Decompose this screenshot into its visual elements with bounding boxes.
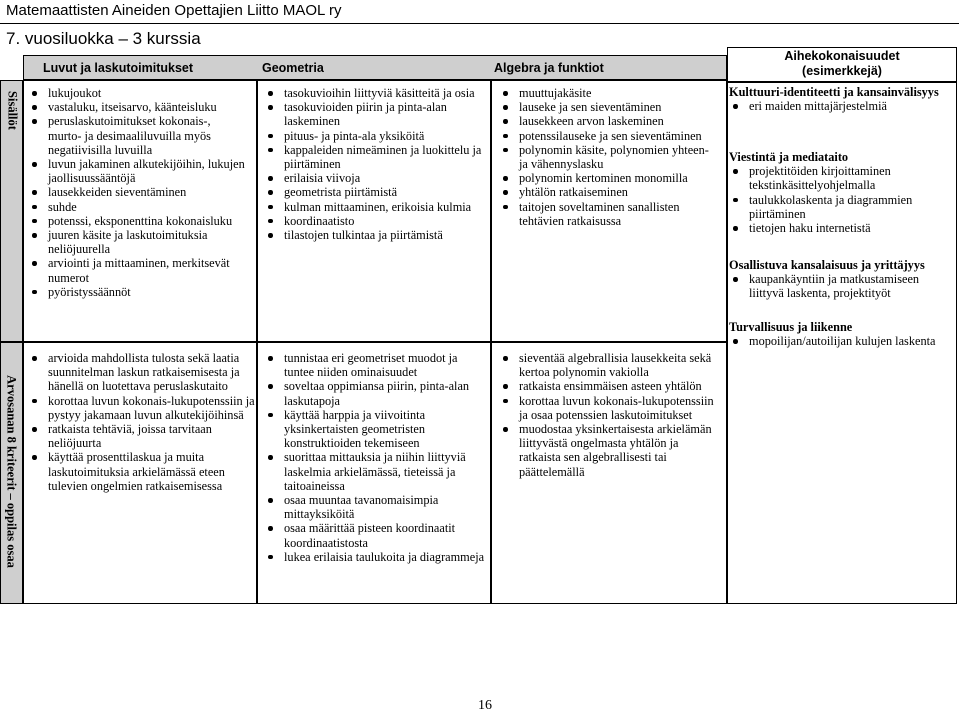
list-item: peruslaskutoimitukset kokonais-, murto- ja desimaaliluvuilla myös negatiivisilla luvuilla xyxy=(28,114,246,157)
list-item: osaa muuntaa tavanomaisimpia mittayksiköitä xyxy=(264,493,486,521)
header-algebra: Algebra ja funktiot xyxy=(494,60,604,75)
list-item: tilastojen tulkintaa ja piirtämistä xyxy=(264,228,482,242)
list-item: tasokuvioiden piirin ja pinta-alan laskeminen xyxy=(264,100,482,128)
list-item: muuttujakäsite xyxy=(499,86,719,100)
list-item: taulukkolaskenta ja diagrammien piirtäminen xyxy=(729,193,955,221)
list-item: muodostaa yksinkertaisesta arkielämän liittyvästä ongelmasta yhtälön ja ratkaista sen algebrallisesti tai päättelemällä xyxy=(499,422,721,479)
grade-title: 7. vuosiluokka – 3 kurssia xyxy=(6,29,201,48)
cross-heading: Kulttuuri-identiteetti ja kansainvälisyys xyxy=(729,85,939,99)
cross-section-culture xyxy=(729,85,955,113)
list-item: erilaisia viivoja xyxy=(264,171,482,185)
list-item: soveltaa oppimiansa piirin, pinta-alan laskutapoja xyxy=(264,379,486,407)
list-item: sieventää algebrallisia lausekkeita sekä kertoa polynomin vakiolla xyxy=(499,351,721,379)
cross-heading: Viestintä ja mediataito xyxy=(729,150,849,164)
contents-algebra-list xyxy=(499,86,719,228)
list-item: osaa määrittää pisteen koordinaatit koordinaatistosta xyxy=(264,521,486,549)
list-item: mopoilijan/autoilijan kulujen laskenta xyxy=(729,334,955,348)
list-item: tunnistaa eri geometriset muodot ja tuntee niiden ominaisuudet xyxy=(264,351,486,379)
list-item: lukujoukot xyxy=(28,86,246,100)
contents-numbers-list xyxy=(28,86,246,299)
list-item: kulman mittaaminen, erikoisia kulmia xyxy=(264,200,482,214)
cross-section-safety xyxy=(729,320,955,348)
list-item: lauseke ja sen sieventäminen xyxy=(499,100,719,114)
criteria-algebra-list xyxy=(499,351,721,479)
list-item: yhtälön ratkaiseminen xyxy=(499,185,719,199)
list-item: tietojen haku internetistä xyxy=(729,221,955,235)
list-item: potenssi, eksponenttina kokonaisluku xyxy=(28,214,246,228)
list-item: luvun jakaminen alkutekijöihin, lukujen jaollisuussääntöjä xyxy=(28,157,246,185)
list-item: koordinaatisto xyxy=(264,214,482,228)
list-item: geometrista piirtämistä xyxy=(264,185,482,199)
list-item: projektitöiden kirjoittaminen tekstinkäsittelyohjelmalla xyxy=(729,164,955,192)
list-item: lukea erilaisia taulukoita ja diagrammeja xyxy=(264,550,486,564)
contents-geometry-list xyxy=(264,86,482,242)
row-label-contents: Sisällöt xyxy=(5,91,20,130)
criteria-geometry-list xyxy=(264,351,486,564)
list-item: polynomin käsite, polynomien yhteen- ja vähennyslasku xyxy=(499,143,719,171)
row-label-criteria: Arvosanan 8 kriteerit – oppilas osaa xyxy=(4,375,19,568)
list-item: korottaa luvun kokonais-lukupotenssiin ja osaa potenssien laskutoimitukset xyxy=(499,394,721,422)
list-item: tasokuvioihin liittyviä käsitteitä ja osia xyxy=(264,86,482,100)
header-cross-line2: (esimerkkejä) xyxy=(802,64,882,78)
list-item: taitojen soveltaminen sanallisten tehtävien ratkaisussa xyxy=(499,200,719,228)
list-item: lausekkeiden sieventäminen xyxy=(28,185,246,199)
cross-list xyxy=(729,99,955,113)
list-item: kaupankäyntiin ja matkustamiseen liittyvä laskenta, projektityöt xyxy=(729,272,955,300)
list-item: suhde xyxy=(28,200,246,214)
list-item: korottaa luvun kokonais-lukupotenssiin ja pystyy jakamaan luvun alkutekijöihinsä xyxy=(28,394,256,422)
page-number: 16 xyxy=(478,698,492,713)
cross-heading: Osallistuva kansalaisuus ja yrittäjyys xyxy=(729,258,925,272)
list-item: ratkaista ensimmäisen asteen yhtälön xyxy=(499,379,721,393)
organization-name: Matemaattisten Aineiden Opettajien Liitto MAOL ry xyxy=(6,2,342,19)
cross-list xyxy=(729,334,955,348)
list-item: käyttää prosenttilaskua ja muita laskutoimituksia arkielämässä eteen tulevien ongelmien ratkaisemisessa xyxy=(28,450,256,493)
header-numbers: Luvut ja laskutoimitukset xyxy=(43,60,194,75)
list-item: suorittaa mittauksia ja niihin liittyviä laskelmia arkielämässä, tieteissä ja taitoaineissa xyxy=(264,450,486,493)
cross-heading: Turvallisuus ja liikenne xyxy=(729,320,853,334)
list-item: pituus- ja pinta-ala yksiköitä xyxy=(264,129,482,143)
list-item: lausekkeen arvon laskeminen xyxy=(499,114,719,128)
list-item: potenssilauseke ja sen sieventäminen xyxy=(499,129,719,143)
list-item: arvioida mahdollista tulosta sekä laatia suunnitelman laskun ratkaisemisesta ja hänellä on luotettava peruslaskutaito xyxy=(28,351,256,394)
cross-list xyxy=(729,272,955,300)
header-cross-line1: Aihekokonaisuudet xyxy=(784,49,900,63)
list-item: vastaluku, itseisarvo, käänteisluku xyxy=(28,100,246,114)
criteria-numbers-list xyxy=(28,351,256,493)
cross-section-media xyxy=(729,150,955,235)
list-item: kappaleiden nimeäminen ja luokittelu ja piirtäminen xyxy=(264,143,482,171)
header-cross xyxy=(727,49,957,79)
list-item: käyttää harppia ja viivoitinta yksinkertaisten geometristen konstruktioiden tekemiseen xyxy=(264,408,486,451)
list-item: arviointi ja mittaaminen, merkitsevät numerot xyxy=(28,256,246,284)
list-item: polynomin kertominen monomilla xyxy=(499,171,719,185)
list-item: juuren käsite ja laskutoimituksia neliöjuurella xyxy=(28,228,246,256)
list-item: pyöristyssäännöt xyxy=(28,285,246,299)
cross-list xyxy=(729,164,955,235)
header-geometry: Geometria xyxy=(262,60,324,75)
list-item: eri maiden mittajärjestelmiä xyxy=(729,99,955,113)
cross-section-citizenship xyxy=(729,258,955,301)
list-item: ratkaista tehtäviä, joissa tarvitaan neliöjuurta xyxy=(28,422,256,450)
